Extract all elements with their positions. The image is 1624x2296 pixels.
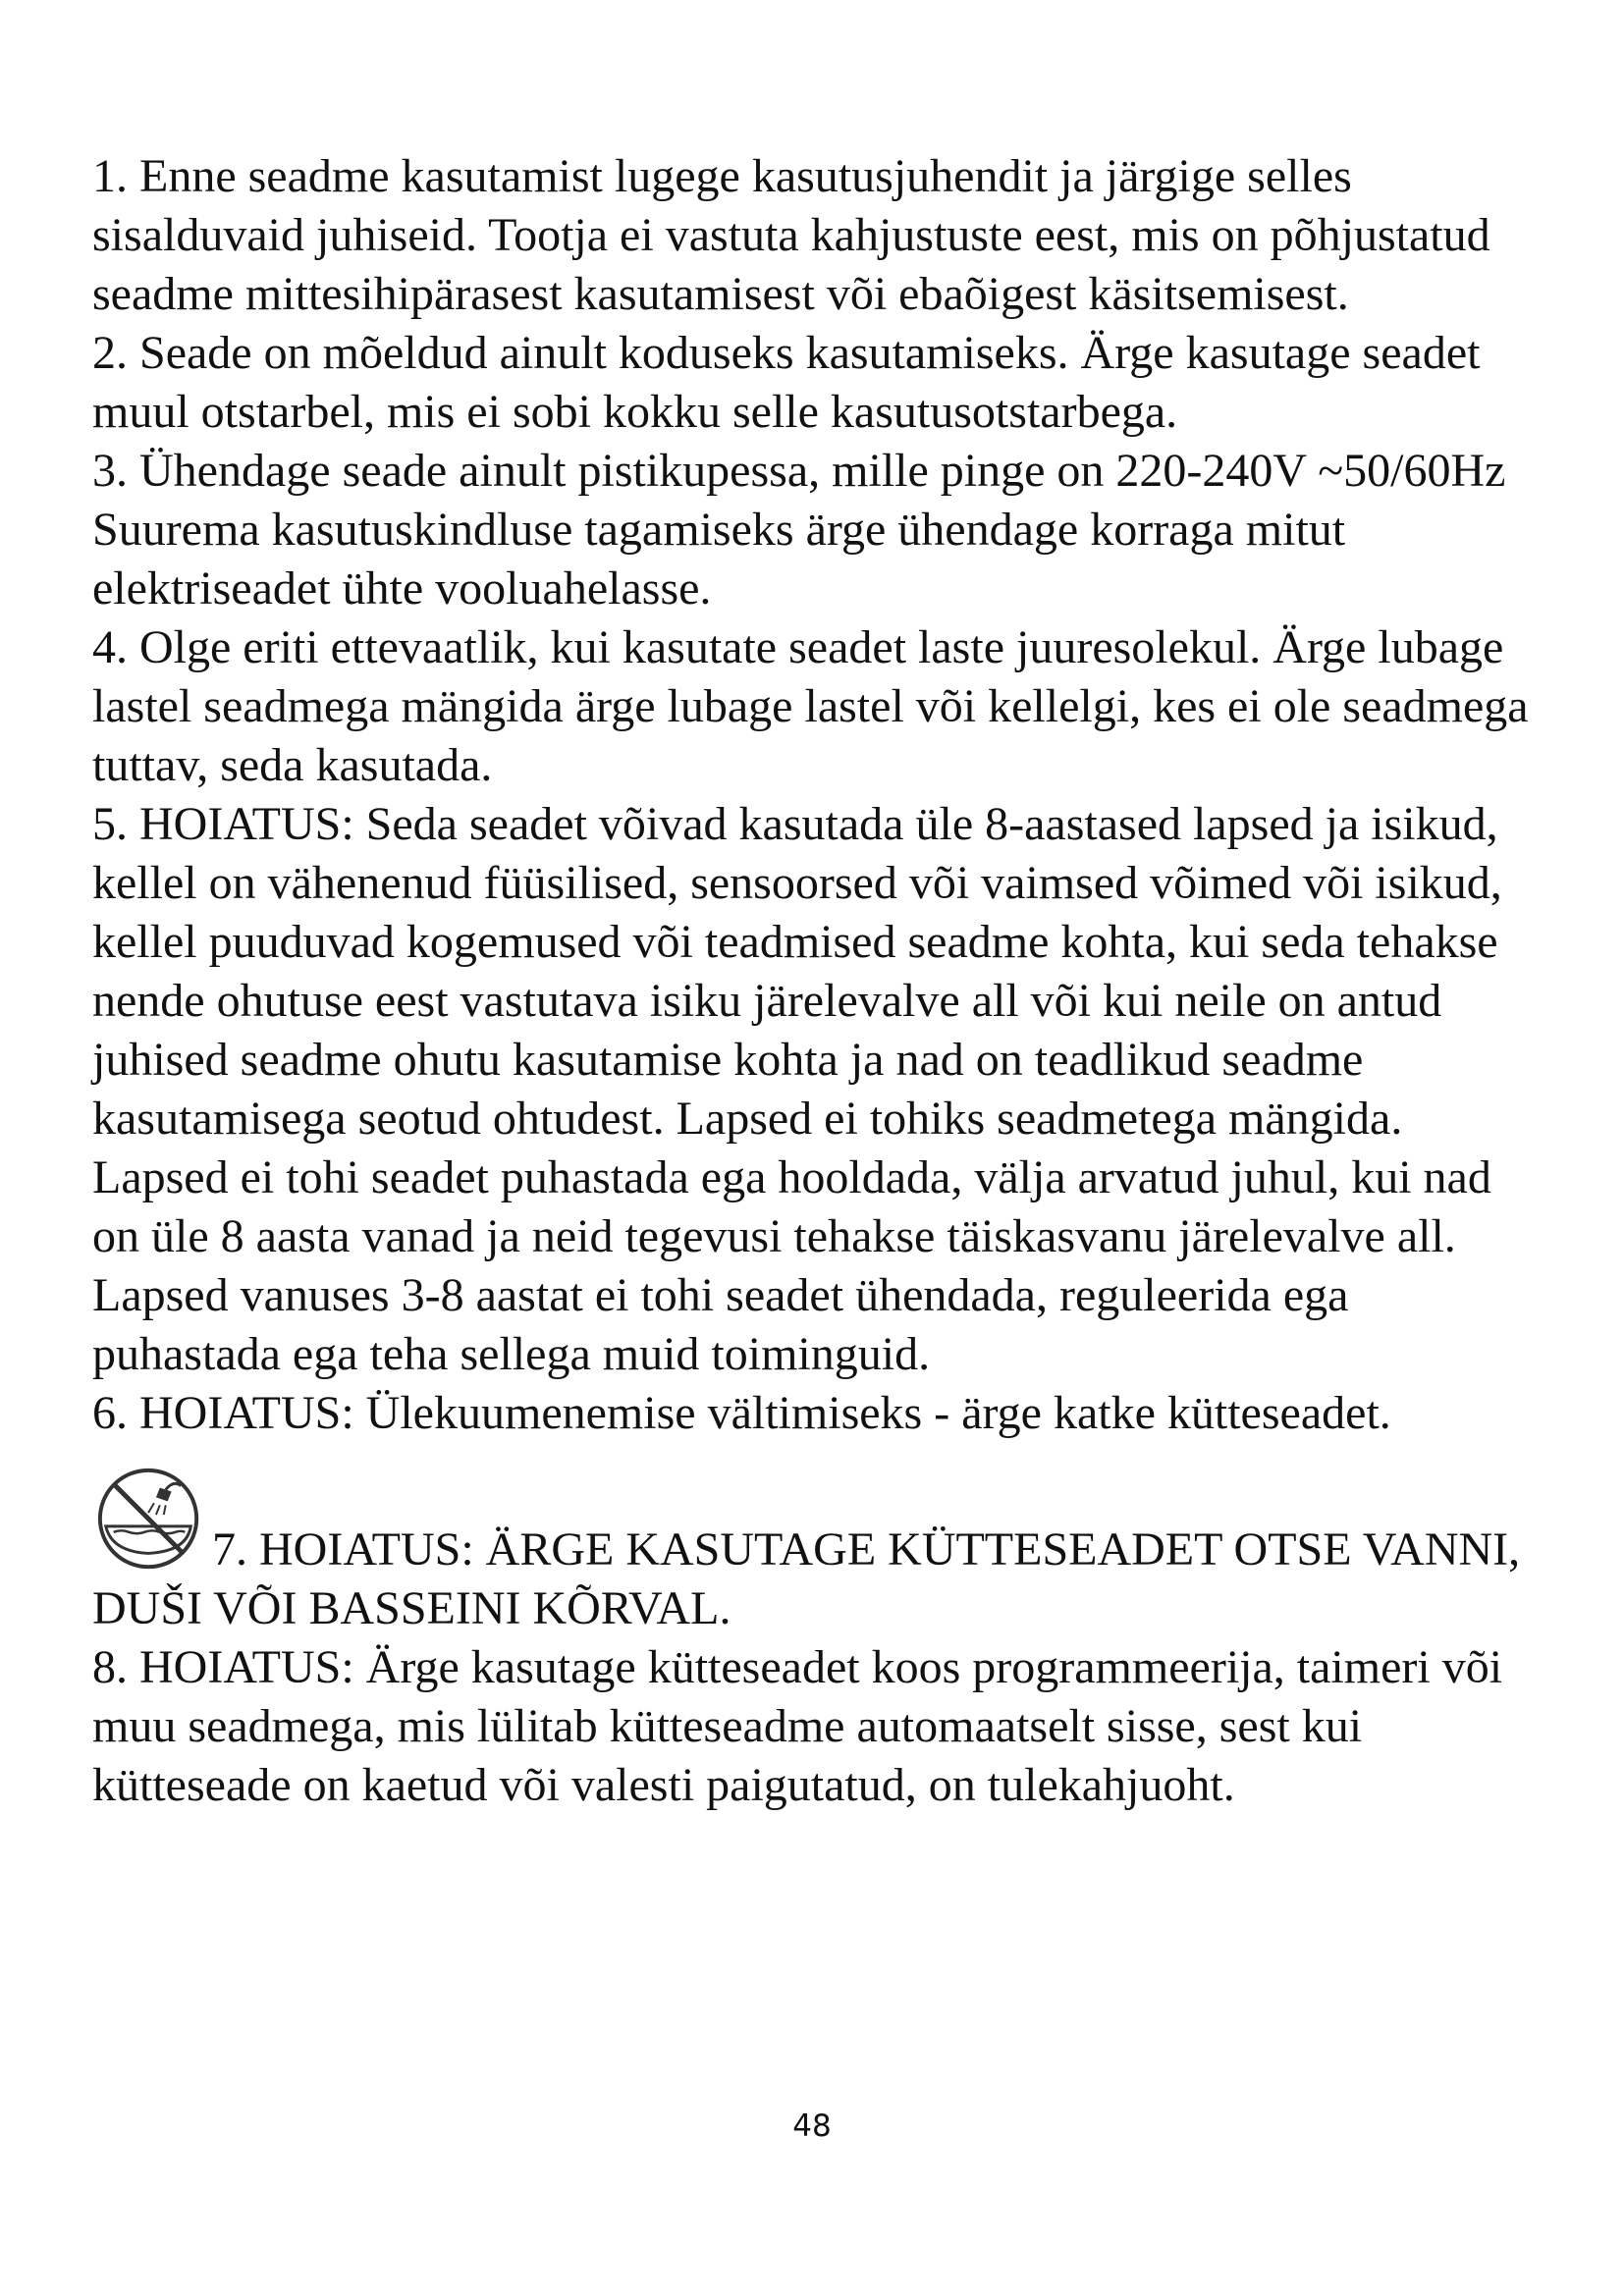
manual-page-body [92, 147, 1545, 1815]
page-number: 48 [792, 2109, 832, 2144]
safety-instruction-3: 3. Ühendage seade ainult pistikupessa, mille pinge on 220-240V ~50/60Hz [92, 445, 1506, 497]
safety-instruction-5: 5. HOIATUS: Seda seadet võivad kasutada üle 8-aastased lapsed ja isikud, kellel on vähenenud füüsilised, sensoorsed või vaimsed võimed või isikud, kellel puuduvad kogemused või teadmised seadme kohta, kui seda tehakse nende ohutuse eest vastutava isiku järelevalve all või kui neile on antud juhised seadme ohutu kasutamise kohta ja nad on teadlikud seadme kasutamisega seotud ohtudest. Lapsed ei tohiks seadmetega mängida. Lapsed ei tohi seadet puhastada ega hooldada, välja arvatud juhul, kui nad on üle 8 aasta vanad ja neid tegevusi tehakse täiskasvanu järelevalve all. Lapsed vanuses 3-8 aastat ei tohi seadet ühendada, reguleerida ega puhastada ega teha sellega muid toiminguid. [92, 798, 1502, 1380]
safety-instruction-6: 6. HOIATUS: Ülekuumenemise vältimiseks - ärge katke kütteseadet. [92, 1387, 1391, 1439]
no-bath-shower-icon [92, 1463, 208, 1578]
safety-instruction-2: 2. Seade on mõeldud ainult koduseks kasutamiseks. Ärge kasutage seadet muul otstarbel, mis ei sobi kokku selle kasutusotstarbega. [92, 327, 1481, 438]
safety-instruction-7 [92, 1463, 1545, 1638]
safety-instruction-1: 1. Enne seadme kasutamist lugege kasutusjuhendit ja järgige selles sisalduvaid juhiseid. Tootja ei vastuta kahjustuste eest, mis on põhjustatud seadme mittesihipärasest kasutamisest või ebaõigest käsitsemisest. [92, 150, 1490, 320]
safety-instruction-8: 8. HOIATUS: Ärge kasutage kütteseadet koos programmeerija, taimeri või muu seadmega, mis lülitab kütteseadme automaatselt sisse, sest kui kütteseade on kaetud või valesti paigutatud, on tulekahjuoht. [92, 1641, 1503, 1811]
safety-instruction-4: 4. Olge eriti ettevaatlik, kui kasutate seadet laste juuresolekul. Ärge lubage lastel seadmega mängida ärge lubage lastel või kellelgi, kes ei ole seadmega tuttav, seda kasutada. [92, 621, 1529, 791]
safety-instruction-7-text: 7. HOIATUS: ÄRGE KASUTAGE KÜTTESEADET OTSE VANNI, DUŠI VÕI BASSEINI KÕRVAL. [92, 1523, 1521, 1634]
circuit-load-note: Suurema kasutuskindluse tagamiseks ärge ühendage korraga mitut elektriseadet ühte vooluahelasse. [92, 504, 1346, 614]
